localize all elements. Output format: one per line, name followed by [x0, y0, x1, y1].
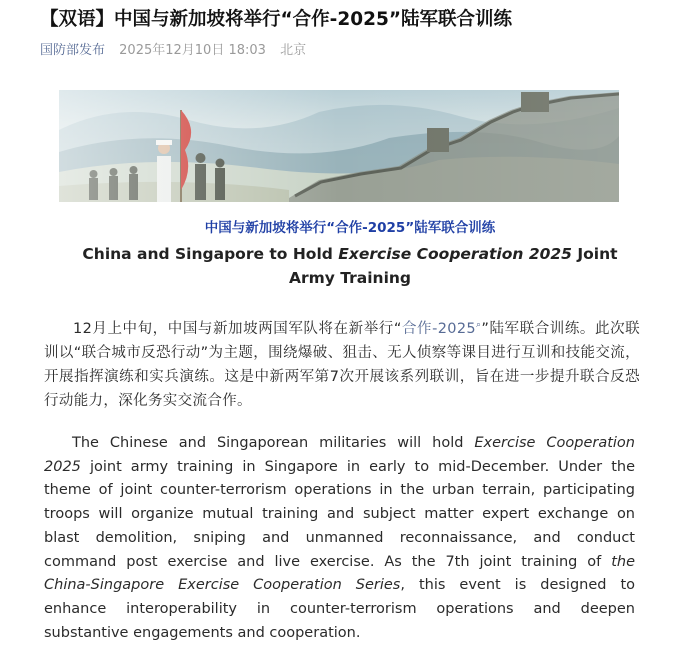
english-subheading-part2: Joint Army Training — [288, 245, 618, 287]
article-meta — [40, 42, 306, 60]
en-text: , this event is designed to — [400, 577, 635, 594]
en-italic: 2025 — [44, 458, 81, 475]
english-subheading — [60, 242, 640, 290]
english-subheading-part1: China and Singapore to Hold — [82, 245, 339, 263]
en-line: blast demolition, sniping and unmanned reconnaissance, and conduct — [44, 529, 635, 546]
chinese-subheading: 中国与新加坡将举行“合作-2025”陆军联合训练 — [204, 220, 496, 236]
english-paragraph — [44, 432, 635, 645]
en-line — [44, 574, 635, 598]
en-line: theme of joint counter-terrorism operations in the urban terrain, participating — [44, 482, 635, 499]
source-account-link[interactable]: 国防部发布 — [40, 43, 106, 58]
keyword-search-link[interactable]: 合作-2025 — [401, 320, 476, 337]
en-italic: China-Singapore Exercise Cooperation Series — [44, 577, 401, 594]
en-italic: the — [611, 553, 635, 570]
en-text: joint army training in Singapore in early to mid-December. Under the — [80, 458, 635, 475]
cn-text-after: ”陆军联合训练。此次联训以“联合城市反恐行动”为主题，围绕爆破、狙击、无人侦察等课目进行互训和技能交流，开展指挥演练和实兵演练。这是中新两军第7次开展该系列联训，旨在进一步提升联合反恐行动能力，深化务实交流合作。 — [44, 320, 640, 409]
en-line — [44, 456, 635, 480]
publish-location: 北京 — [280, 43, 307, 58]
en-line — [44, 551, 635, 575]
publish-time: 2025年12月10日 18:03 — [119, 43, 266, 58]
search-icon[interactable]: ⌕ — [476, 320, 482, 330]
banner-image — [59, 90, 619, 202]
en-italic: Exercise Cooperation — [474, 435, 635, 451]
en-line: enhance interoperability in counter-terrorism operations and deepen — [44, 600, 635, 617]
english-subheading-italic: Exercise Cooperation 2025 — [338, 245, 572, 263]
en-line: substantive engagements and cooperation. — [44, 624, 361, 641]
en-text: The Chinese and Singaporean militaries will hold — [72, 435, 475, 451]
en-line — [44, 432, 635, 456]
en-line: troops will organize mutual training and subject matter expert exchange on — [44, 506, 635, 523]
cn-text-before: 12月上中旬，中国与新加坡两国军队将在新举行“ — [73, 320, 402, 337]
en-text: command post exercise and live exercise. As the 7th joint training of — [44, 553, 612, 570]
chinese-paragraph — [44, 313, 640, 413]
article-title: 【双语】中国与新加坡将举行“合作-2025”陆军联合训练 — [40, 9, 512, 30]
banner-illustration — [59, 90, 619, 202]
